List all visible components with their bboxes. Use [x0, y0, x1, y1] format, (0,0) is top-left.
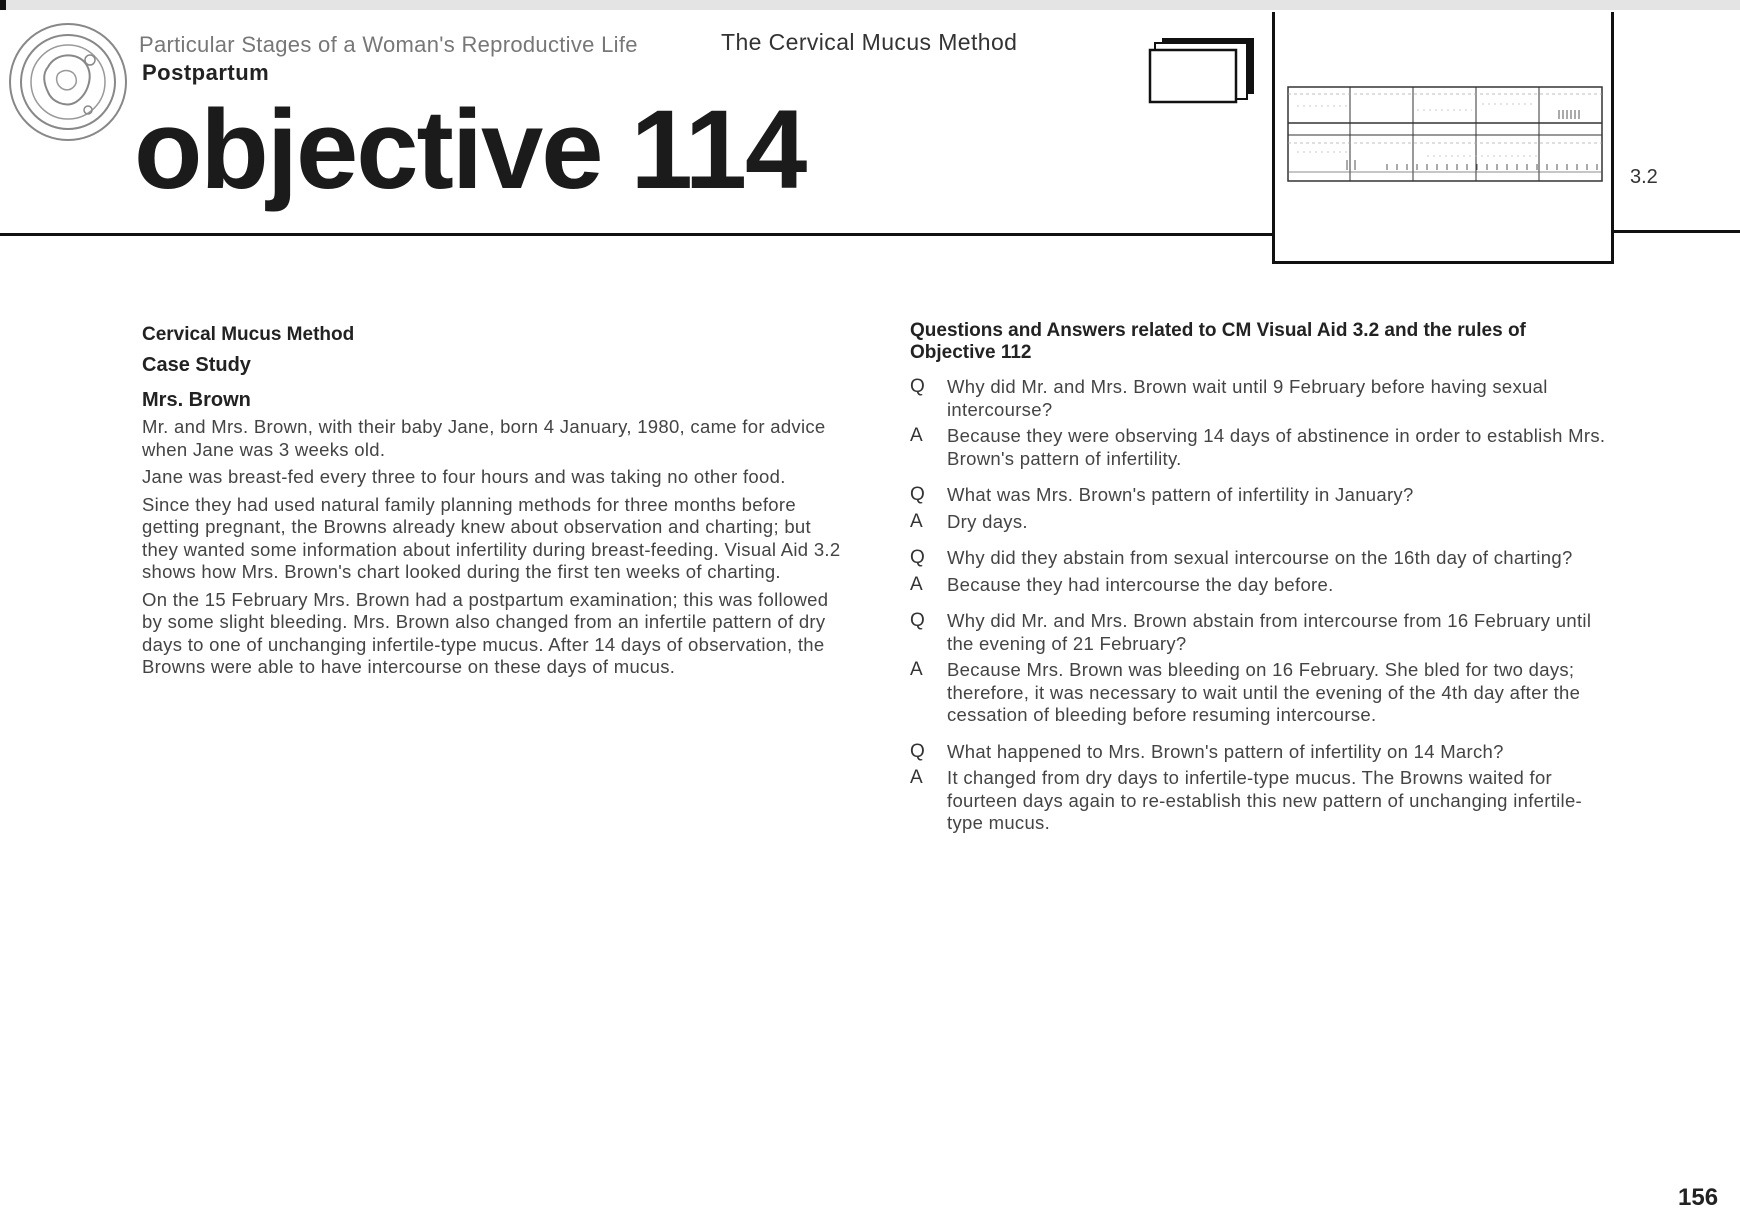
question	[910, 610, 1610, 655]
section-title: Particular Stages of a Woman's Reproductive Life	[139, 32, 638, 57]
header-rule-left	[0, 233, 1274, 236]
question-text: What was Mrs. Brown's pattern of infertility in January?	[947, 484, 1414, 505]
question	[910, 547, 1610, 570]
qa-item	[910, 484, 1610, 533]
program-emblem-icon	[8, 22, 128, 142]
answer	[910, 574, 1610, 597]
question-text: Why did they abstain from sexual intercourse on the 16th day of charting?	[947, 547, 1573, 568]
case-paragraph: Since they had used natural family planning methods for three months before getting pregnant, the Browns already knew about observation and charting; but they wanted some information about infertility during breast-feeding. Visual Aid 3.2 shows how Mrs. Brown's chart looked during the first ten weeks of charting.	[142, 493, 841, 582]
case-heading-method: Cervical Mucus Method	[142, 324, 355, 345]
case-paragraph: Mr. and Mrs. Brown, with their baby Jane, born 4 January, 1980, came for advice when Jane was 3 weeks old.	[142, 416, 826, 460]
answer	[910, 659, 1610, 727]
page-title: objective 114	[134, 87, 806, 212]
question-text: Why did Mr. and Mrs. Brown wait until 9 February before having sexual intercourse?	[947, 376, 1548, 420]
visual-aid-number: 3.2	[1630, 166, 1658, 188]
answer	[910, 767, 1610, 835]
question-letter: Q	[910, 376, 925, 397]
visual-aid-frame	[1272, 12, 1614, 264]
questions-and-answers	[910, 320, 1610, 849]
answer-text: Because they were observing 14 days of abstinence in order to establish Mrs. Brown's pattern of infertility.	[947, 425, 1606, 469]
qa-item	[910, 376, 1610, 470]
question	[910, 484, 1610, 507]
case-study	[142, 322, 842, 684]
visual-aid-cards-icon	[1148, 36, 1258, 106]
question-letter: Q	[910, 484, 925, 505]
question-text: What happened to Mrs. Brown's pattern of infertility on 14 March?	[947, 740, 1504, 762]
method-title: The Cervical Mucus Method	[721, 29, 1018, 55]
question	[910, 741, 1610, 764]
case-paragraph: Jane was breast-fed every three to four hours and was taking no other food.	[142, 466, 786, 487]
qa-item	[910, 610, 1610, 727]
page-corner-mark	[0, 0, 6, 10]
case-heading-study: Case Study	[142, 354, 251, 376]
qa-title: Questions and Answers related to CM Visual Aid 3.2 and the rules of Objective 112	[910, 320, 1526, 363]
answer-letter: A	[910, 767, 923, 788]
question-letter: Q	[910, 547, 925, 568]
answer-letter: A	[910, 510, 923, 532]
qa-item	[910, 741, 1610, 835]
header-rule-right	[1608, 230, 1740, 233]
answer-letter: A	[910, 573, 923, 595]
subtitle: Postpartum	[142, 60, 270, 85]
answer-text: Because they had intercourse the day before.	[947, 573, 1334, 595]
answer-text: It changed from dry days to infertile-type mucus. The Browns waited for fourteen days again to re-establish this new pattern of unchanging infertile-type mucus.	[947, 767, 1582, 833]
answer-text: Dry days.	[947, 510, 1028, 532]
page-number: 156	[1678, 1184, 1719, 1211]
answer-letter: A	[910, 659, 923, 680]
qa-item	[910, 547, 1610, 596]
question-text: Why did Mr. and Mrs. Brown abstain from intercourse from 16 February until the evening of 21 February?	[947, 610, 1592, 654]
question-letter: Q	[910, 740, 925, 762]
chart-thumbnail-icon	[1287, 86, 1603, 182]
answer-text: Because Mrs. Brown was bleeding on 16 February. She bled for two days; therefore, it was necessary to wait until the evening of the 4th day after the cessation of bleeding before resuming intercourse.	[947, 659, 1581, 725]
question-letter: Q	[910, 610, 925, 631]
case-name: Mrs. Brown	[142, 389, 251, 411]
answer	[910, 511, 1610, 534]
case-paragraph: On the 15 February Mrs. Brown had a postpartum examination; this was followed by some slight bleeding. Mrs. Brown also changed from an infertile pattern of dry days to one of unchanging infertile-type mucus. After 14 days of observation, the Browns were able to have intercourse on these days of mucus.	[142, 588, 829, 677]
page-top-edge	[0, 0, 1740, 10]
question	[910, 376, 1610, 421]
answer-letter: A	[910, 425, 923, 446]
answer	[910, 425, 1610, 470]
